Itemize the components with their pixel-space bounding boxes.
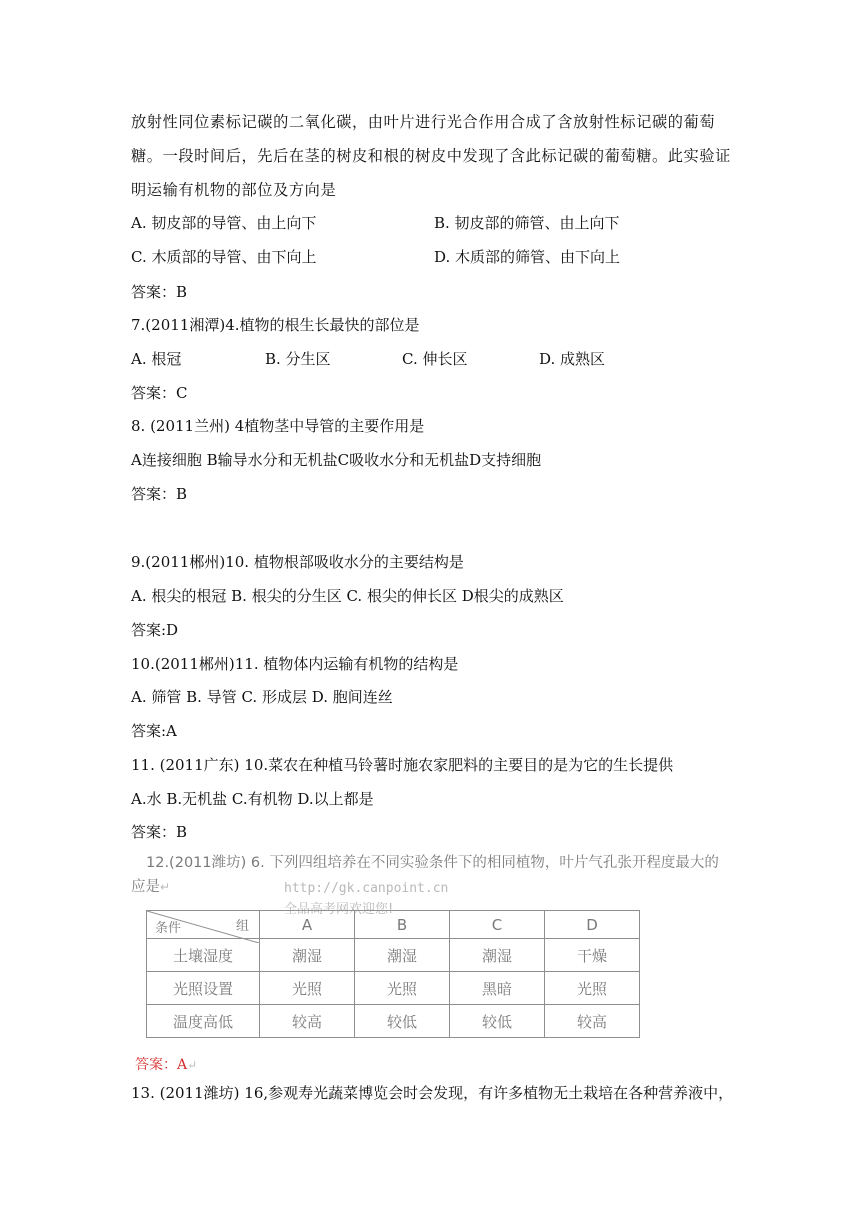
- q7-option-d: D. 成熟区: [539, 350, 606, 368]
- table-cell: 光照: [545, 972, 640, 1005]
- q13-stem: 13. (2011潍坊) 16,参观寿光蔬菜博览会时会发现，有许多植物无土栽培在各种营养液中，: [131, 1084, 734, 1102]
- row-label: 光照设置: [147, 972, 260, 1005]
- q7-option-b: B. 分生区: [265, 350, 331, 368]
- q7-option-a: A. 根冠: [131, 350, 182, 368]
- corner-group-label: 组: [235, 919, 249, 934]
- q11-options: A.水 B.无机盐 C.有机物 D.以上都是: [131, 790, 374, 808]
- q9-answer: 答案:D: [131, 621, 179, 639]
- q12-answer: [135, 1055, 197, 1075]
- table-cell: 干燥: [545, 939, 640, 972]
- table-cell: 较高: [260, 1005, 355, 1038]
- q6-option-b: B. 韧皮部的筛管、由上向下: [434, 214, 620, 232]
- table-cell: 光照: [260, 972, 355, 1005]
- row-label: 土壤湿度: [147, 939, 260, 972]
- q10-answer: 答案:A: [131, 722, 177, 740]
- q7-answer: 答案：C: [131, 384, 188, 402]
- q9-options: A. 根尖的根冠 B. 根尖的分生区 C. 根尖的伸长区 D根尖的成熟区: [131, 587, 564, 605]
- table-corner-cell: [147, 911, 260, 939]
- table-row: [147, 1005, 640, 1038]
- table-cell: 光照: [355, 972, 450, 1005]
- q6-answer: 答案：B: [131, 283, 188, 301]
- table-cell: 较低: [450, 1005, 545, 1038]
- table-header-b: B: [355, 911, 450, 939]
- q7-stem: 7.(2011湘潭)4.植物的根生长最快的部位是: [131, 316, 420, 334]
- watermark-url: http://gk.canpoint.cn: [284, 881, 449, 896]
- table-row: [147, 939, 640, 972]
- q8-options: A连接细胞 B输导水分和无机盐C吸收水分和无机盐D支持细胞: [131, 451, 542, 469]
- q11-stem: 11. (2011广东) 10.菜农在种植马铃薯时施农家肥料的主要目的是为它的生长提供: [131, 756, 674, 774]
- corner-condition-label: 条件: [155, 921, 182, 937]
- table-header-a: A: [260, 911, 355, 939]
- answer-return-mark-icon: ↵: [187, 1058, 198, 1072]
- q12-answer-text: 答案：A: [135, 1057, 188, 1073]
- q10-stem: 10.(2011郴州)11. 植物体内运输有机物的结构是: [131, 655, 459, 673]
- table-cell: 潮湿: [450, 939, 545, 972]
- table-header-c: C: [450, 911, 545, 939]
- table-cell: 潮湿: [355, 939, 450, 972]
- q6-option-c: C. 木质部的导管、由下向上: [131, 248, 317, 266]
- table-cell: 黑暗: [450, 972, 545, 1005]
- q6-option-d: D. 木质部的筛管、由下向上: [434, 248, 621, 266]
- watermark-text: 全品高考网欢迎您!: [284, 902, 394, 917]
- table-header-d: D: [545, 911, 640, 939]
- q7-option-c: C. 伸长区: [402, 350, 468, 368]
- q11-answer: 答案：B: [131, 823, 188, 841]
- q9-stem: 9.(2011郴州)10. 植物根部吸收水分的主要结构是: [131, 553, 464, 571]
- table-cell: 较高: [545, 1005, 640, 1038]
- q10-options: A. 筛管 B. 导管 C. 形成层 D. 胞间连丝: [131, 688, 393, 706]
- q12-conditions-table: [146, 910, 640, 1038]
- table-header-row: [147, 911, 640, 939]
- row-label: 温度高低: [147, 1005, 260, 1038]
- question-6-stem: 放射性同位素标记碳的二氧化碳，由叶片进行光合作用合成了含放射性标记碳的葡萄糖。一段时间后，先后在茎的树皮和根的树皮中发现了含此标记碳的葡萄糖。此实验证明运输有机物的部位及方向是: [131, 113, 731, 199]
- table-cell: 潮湿: [260, 939, 355, 972]
- table-row: [147, 972, 640, 1005]
- q12-stem-line2: [131, 877, 170, 897]
- q8-stem: 8. (2011兰州) 4植物茎中导管的主要作用是: [131, 417, 425, 435]
- q6-option-a: A. 韧皮部的导管、由上向下: [131, 214, 317, 232]
- q12-stem-line2-text: 应是: [131, 879, 160, 895]
- table-cell: 较低: [355, 1005, 450, 1038]
- q8-answer: 答案：B: [131, 485, 188, 503]
- return-mark-icon: ↵: [160, 880, 171, 894]
- q12-stem-line1: 12.(2011潍坊) 6. 下列四组培养在不同实验条件下的相同植物，叶片气孔张开程度最大的: [146, 855, 719, 871]
